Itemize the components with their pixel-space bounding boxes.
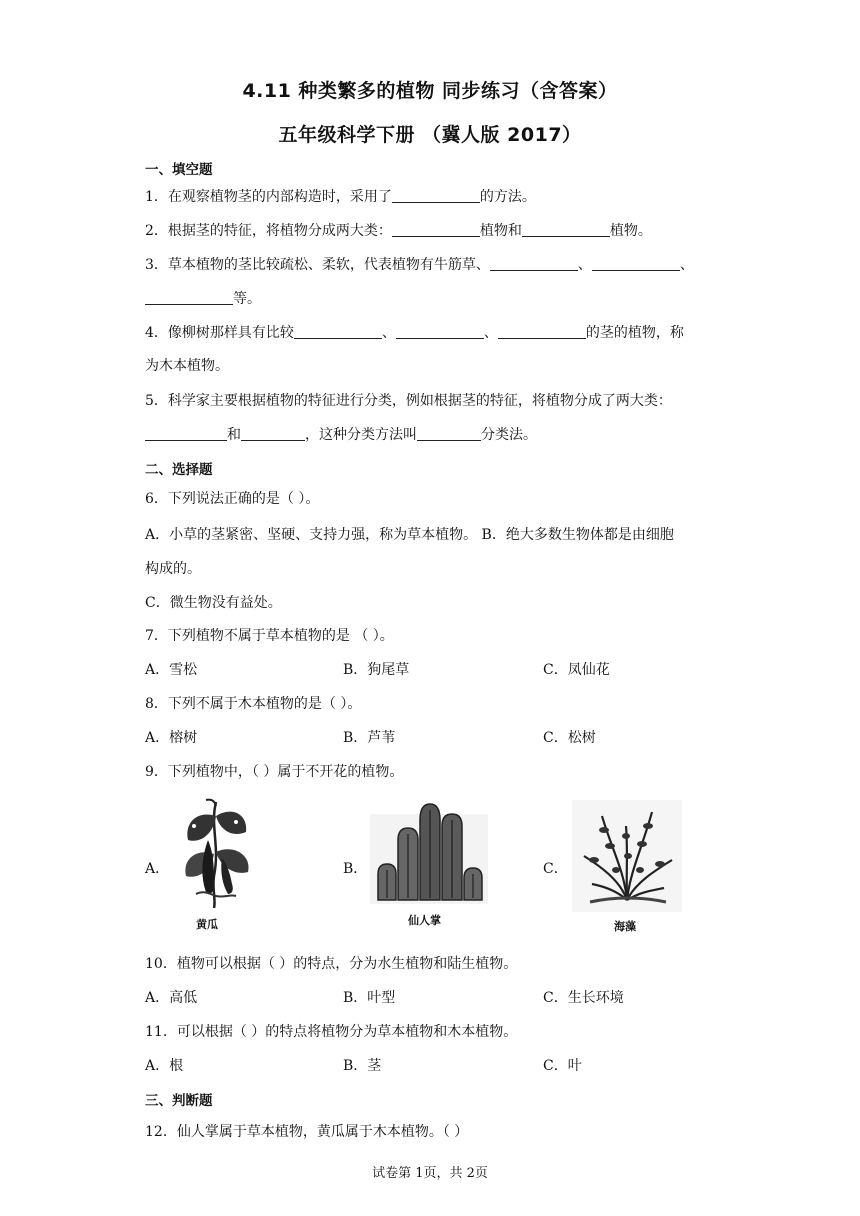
question-8: 8．下列不属于木本植物的是（ ）。 bbox=[145, 696, 362, 712]
q3-text-c: 、 bbox=[679, 257, 694, 273]
answer-blank bbox=[396, 324, 484, 339]
question-4-cont: 为木本植物。 bbox=[145, 358, 229, 374]
section-heading-choice: 二、选择题 bbox=[145, 462, 213, 478]
answer-blank bbox=[392, 222, 480, 237]
q4-text-d: 的茎的植物，称 bbox=[585, 325, 684, 341]
q8-option-c: C．松树 bbox=[543, 730, 596, 746]
answer-blank bbox=[417, 426, 481, 441]
answer-blank bbox=[522, 222, 610, 237]
question-6-option-line: A．小草的茎紧密、坚硬、支持力强，称为草本植物。 B．绝大多数生物体都是由细胞 bbox=[145, 527, 674, 543]
q5-text-c: ，这种分类方法叫 bbox=[305, 427, 417, 443]
question-11: 11．可以根据（ ）的特点将植物分为草本植物和木本植物。 bbox=[145, 1024, 518, 1040]
cucumber-plant-image bbox=[176, 796, 256, 914]
q11-option-a: A．根 bbox=[145, 1058, 184, 1074]
q4-text-a: 4．像柳树那样具有比较 bbox=[145, 325, 294, 341]
seaweed-image bbox=[572, 800, 682, 912]
q4-text-c: 、 bbox=[483, 325, 498, 341]
q11-option-b: B．茎 bbox=[343, 1058, 382, 1074]
question-9: 9．下列植物中，（ ）属于不开花的植物。 bbox=[145, 764, 404, 780]
question-4 bbox=[145, 322, 684, 342]
cactus-image bbox=[370, 800, 488, 904]
q2-text-b: 植物和 bbox=[479, 223, 522, 239]
question-10: 10．植物可以根据（ ）的特点，分为水生植物和陆生植物。 bbox=[145, 956, 518, 972]
q10-option-a: A．高低 bbox=[145, 990, 198, 1006]
answer-blank bbox=[241, 426, 305, 441]
q4-text-b: 、 bbox=[381, 325, 396, 341]
page-title: 4.11 种类繁多的植物 同步练习（含答案） bbox=[242, 80, 618, 102]
answer-blank bbox=[498, 324, 586, 339]
q8-option-a: A．榕树 bbox=[145, 730, 198, 746]
q3-text-b: 、 bbox=[577, 257, 592, 273]
question-3-cont bbox=[145, 288, 261, 308]
question-6-option-line: 构成的。 bbox=[145, 561, 201, 577]
question-2 bbox=[145, 220, 652, 240]
answer-blank bbox=[592, 256, 680, 271]
q10-option-c: C．生长环境 bbox=[543, 990, 624, 1006]
answer-blank bbox=[145, 426, 227, 441]
q9-option-a: A． bbox=[145, 861, 170, 877]
question-5: 5．科学家主要根据植物的特征进行分类，例如根据茎的特征，将植物分成了两大类： bbox=[145, 393, 672, 409]
q2-text-c: 植物。 bbox=[609, 223, 652, 239]
question-6-option-c: C．微生物没有益处。 bbox=[145, 595, 282, 611]
q10-option-b: B．叶型 bbox=[343, 990, 396, 1006]
q3-text-d: 等。 bbox=[233, 291, 261, 307]
question-1 bbox=[145, 186, 536, 206]
q3-text-a: 3．草本植物的茎比较疏松、柔软，代表植物有牛筋草、 bbox=[145, 257, 490, 273]
q1-text-a: 1．在观察植物茎的内部构造时，采用了 bbox=[145, 189, 392, 205]
q1-text-b: 的方法。 bbox=[479, 189, 536, 205]
question-7: 7．下列植物不属于草本植物的是 （ ）。 bbox=[145, 628, 394, 644]
q9-caption-b: 仙人掌 bbox=[408, 914, 441, 927]
q9-caption-a: 黄瓜 bbox=[196, 918, 218, 931]
q7-option-a: A．雪松 bbox=[145, 662, 198, 678]
q7-option-c: C．凤仙花 bbox=[543, 662, 610, 678]
section-heading-judge: 三、判断题 bbox=[145, 1093, 213, 1109]
q9-caption-c: 海藻 bbox=[614, 920, 636, 933]
q5-text-b: 和 bbox=[227, 427, 241, 443]
question-3 bbox=[145, 254, 694, 274]
question-6: 6．下列说法正确的是（ ）。 bbox=[145, 491, 320, 507]
q5-text-d: 分类法。 bbox=[481, 427, 537, 443]
q8-option-b: B．芦苇 bbox=[343, 730, 396, 746]
q7-option-b: B．狗尾草 bbox=[343, 662, 410, 678]
q2-text-a: 2．根据茎的特征，将植物分成两大类： bbox=[145, 223, 392, 239]
answer-blank bbox=[294, 324, 382, 339]
answer-blank bbox=[490, 256, 578, 271]
page-footer: 试卷第 1页，共 2页 bbox=[372, 1166, 488, 1181]
page-subtitle: 五年级科学下册 （冀人版 2017） bbox=[278, 124, 582, 146]
q9-option-b: B． bbox=[343, 861, 368, 877]
section-heading-fill: 一、填空题 bbox=[145, 162, 213, 178]
question-5-cont bbox=[145, 424, 537, 444]
q11-option-c: C．叶 bbox=[543, 1058, 582, 1074]
answer-blank bbox=[145, 290, 233, 305]
q9-option-c: C． bbox=[543, 861, 568, 877]
answer-blank bbox=[392, 188, 480, 203]
question-12: 12．仙人掌属于草本植物，黄瓜属于木本植物。（ ） bbox=[145, 1124, 469, 1140]
